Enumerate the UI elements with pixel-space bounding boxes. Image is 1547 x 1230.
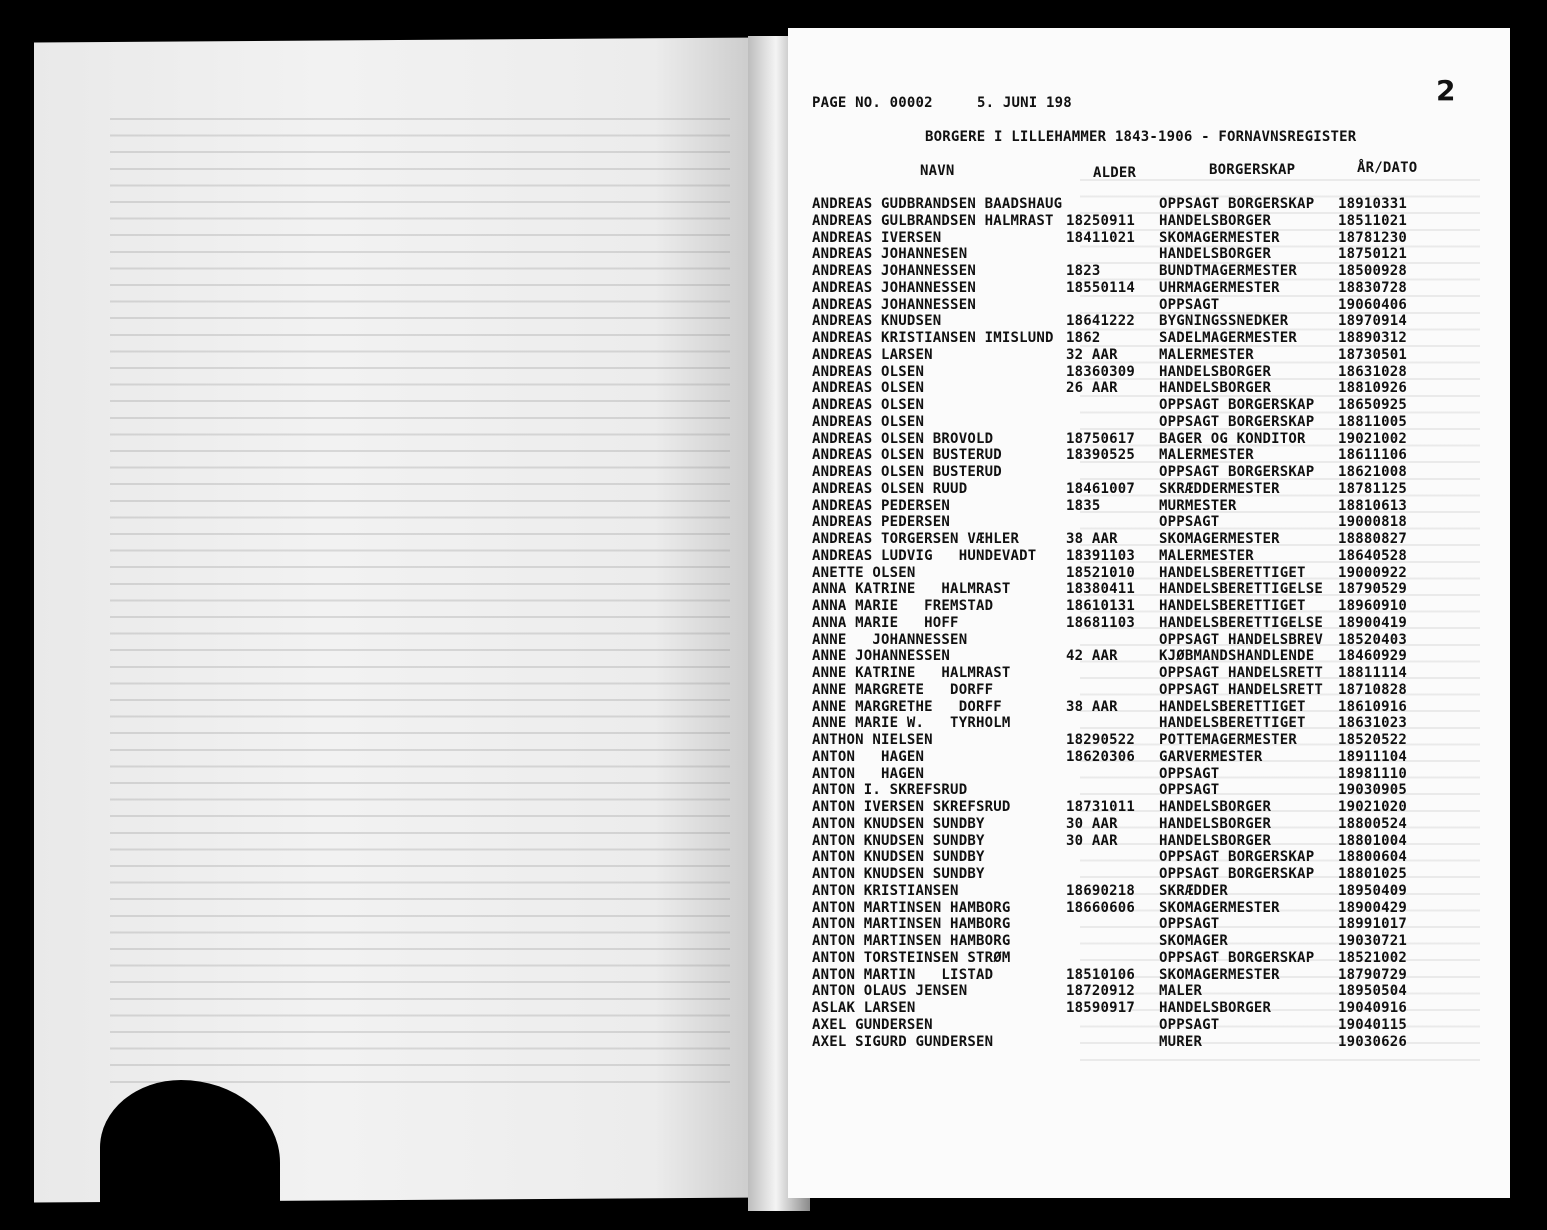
row-ar-dato: 18911104 xyxy=(1338,748,1408,765)
row-name: ANTON MARTINSEN HAMBORG xyxy=(812,933,1011,949)
column-header-navn: NAVN xyxy=(920,163,955,179)
row-name: ANDREAS OLSEN BROVOLD xyxy=(812,430,994,447)
row-name: ANTON HAGEN xyxy=(812,765,925,782)
row-name: ANTON OLAUS JENSEN xyxy=(812,983,968,1000)
row-name: ANDREAS OLSEN xyxy=(812,413,925,430)
row-name: ANDREAS OLSEN BUSTERUD xyxy=(812,447,1002,464)
row-name: ANNE JOHANNESSEN xyxy=(812,648,951,665)
row-borgerskap: SKRÆDDERMESTER xyxy=(1159,480,1280,497)
row-name: ANDREAS IVERSEN xyxy=(812,229,942,246)
row-ar-dato: 18500928 xyxy=(1338,263,1408,279)
row-borgerskap: KJØBMANDSHANDLENDE xyxy=(1159,648,1315,665)
row-ar-dato: 18801025 xyxy=(1338,866,1408,882)
row-alder: 18510106 xyxy=(1066,966,1136,983)
row-ar-dato: 18910331 xyxy=(1338,196,1408,212)
row-borgerskap: HANDELSBORGER xyxy=(1159,380,1272,397)
row-ar-dato: 18960910 xyxy=(1338,598,1408,614)
row-name: ANDREAS KNUDSEN xyxy=(812,313,942,330)
print-date: 5. JUNI 198 xyxy=(977,95,1072,111)
row-alder: 18690218 xyxy=(1066,882,1136,899)
row-borgerskap: OPPSAGT xyxy=(1159,916,1220,933)
column-header-alder: ALDER xyxy=(1093,165,1137,181)
row-name: ANTON MARTINSEN HAMBORG xyxy=(812,916,1011,933)
row-ar-dato: 18970914 xyxy=(1338,313,1408,330)
row-ar-dato: 18511021 xyxy=(1338,212,1408,229)
row-ar-dato: 18801004 xyxy=(1338,832,1408,849)
row-borgerskap: HANDELSBORGER xyxy=(1159,1000,1272,1016)
row-name: ANDREAS PEDERSEN xyxy=(812,497,951,514)
row-ar-dato: 19000922 xyxy=(1338,564,1408,581)
row-name: ANDREAS JOHANNESSEN xyxy=(812,296,976,313)
row-borgerskap: OPPSAGT BORGERSKAP xyxy=(1159,849,1315,866)
row-name: ANDREAS OLSEN RUUD xyxy=(812,480,968,497)
row-ar-dato: 19040916 xyxy=(1338,1000,1408,1016)
row-alder: 18750617 xyxy=(1066,430,1136,447)
row-alder: 18550114 xyxy=(1066,279,1136,296)
row-borgerskap: HANDELSBERETTIGELSE xyxy=(1159,614,1323,631)
row-ar-dato: 18900429 xyxy=(1338,899,1408,916)
row-ar-dato: 18460929 xyxy=(1338,648,1408,665)
row-name: ANDREAS LUDVIG HUNDEVADT xyxy=(812,547,1037,564)
row-ar-dato: 18521002 xyxy=(1338,949,1408,966)
row-alder: 18521010 xyxy=(1066,564,1136,581)
row-name: ANDREAS TORGERSEN VÆHLER xyxy=(812,531,1020,547)
row-name: ANNE MARGRETE DORFF xyxy=(812,681,994,698)
row-ar-dato: 18811114 xyxy=(1338,665,1408,681)
row-borgerskap: OPPSAGT BORGERSKAP xyxy=(1159,464,1315,480)
row-alder: 18731011 xyxy=(1066,799,1136,815)
row-ar-dato: 18750121 xyxy=(1338,246,1408,263)
row-alder: 18720912 xyxy=(1066,983,1136,1000)
column-header-borgerskap: BORGERSKAP xyxy=(1209,162,1296,178)
row-alder: 18620306 xyxy=(1066,748,1136,765)
left-page-mirrored-text xyxy=(110,110,730,1090)
row-alder: 18380411 xyxy=(1066,581,1136,598)
row-ar-dato: 18830728 xyxy=(1338,279,1408,296)
row-name: ANDREAS OLSEN BUSTERUD xyxy=(812,464,1002,480)
row-name: ANDREAS GULBRANDSEN HALMRAST xyxy=(812,212,1054,229)
row-name: ANTON MARTIN LISTAD xyxy=(812,966,994,983)
row-name: ANTON HAGEN xyxy=(812,748,925,765)
row-ar-dato: 19000818 xyxy=(1338,514,1408,531)
row-alder: 1835 xyxy=(1066,497,1101,514)
row-name: ANTON MARTINSEN HAMBORG xyxy=(812,899,1011,916)
row-ar-dato: 18950409 xyxy=(1338,882,1408,899)
row-name: ANDREAS OLSEN xyxy=(812,363,925,380)
row-borgerskap: HANDELSBORGER xyxy=(1159,799,1272,815)
row-name: ANTON IVERSEN SKREFSRUD xyxy=(812,799,1011,815)
row-borgerskap: OPPSAGT HANDELSRETT xyxy=(1159,665,1323,681)
row-borgerskap: MALERMESTER xyxy=(1159,547,1254,564)
row-alder: 18360309 xyxy=(1066,363,1136,380)
row-ar-dato: 18710828 xyxy=(1338,681,1408,698)
row-alder: 30 AAR xyxy=(1066,832,1118,849)
row-ar-dato: 18631023 xyxy=(1338,715,1408,732)
row-borgerskap: GARVERMESTER xyxy=(1159,748,1263,765)
row-name: ANDREAS JOHANNESSEN xyxy=(812,263,976,279)
row-borgerskap: MALER xyxy=(1159,983,1203,1000)
row-borgerskap: MALERMESTER xyxy=(1159,447,1254,464)
row-ar-dato: 18520403 xyxy=(1338,631,1408,648)
row-name: ANDREAS OLSEN xyxy=(812,380,925,397)
row-alder: 18610131 xyxy=(1066,598,1136,614)
row-borgerskap: OPPSAGT xyxy=(1159,514,1220,531)
row-borgerskap: OPPSAGT xyxy=(1159,296,1220,313)
row-name: AXEL SIGURD GUNDERSEN xyxy=(812,1033,994,1050)
row-ar-dato: 19040115 xyxy=(1338,1016,1408,1033)
row-alder: 26 AAR xyxy=(1066,380,1118,397)
row-borgerskap: SKOMAGERMESTER xyxy=(1159,966,1280,983)
row-ar-dato: 18880827 xyxy=(1338,531,1408,547)
row-ar-dato: 18790729 xyxy=(1338,966,1408,983)
row-borgerskap: HANDELSBORGER xyxy=(1159,832,1272,849)
row-name: ANDREAS LARSEN xyxy=(812,346,933,363)
row-alder: 18391103 xyxy=(1066,547,1136,564)
row-ar-dato: 18650925 xyxy=(1338,397,1408,413)
row-borgerskap: MALERMESTER xyxy=(1159,346,1254,363)
row-borgerskap: SKRÆDDER xyxy=(1159,882,1229,899)
row-ar-dato: 19021002 xyxy=(1338,430,1408,447)
row-ar-dato: 18950504 xyxy=(1338,983,1408,1000)
row-borgerskap: SKOMAGERMESTER xyxy=(1159,899,1280,916)
row-alder: 18250911 xyxy=(1066,212,1136,229)
row-name: ANTON KNUDSEN SUNDBY xyxy=(812,866,985,882)
row-ar-dato: 18520522 xyxy=(1338,732,1408,748)
row-ar-dato: 19030626 xyxy=(1338,1033,1408,1050)
row-ar-dato: 18991017 xyxy=(1338,916,1408,933)
row-alder: 1862 xyxy=(1066,330,1101,346)
row-name: ANTON I. SKREFSRUD xyxy=(812,782,968,799)
row-alder: 18461007 xyxy=(1066,480,1136,497)
row-name: ANDREAS PEDERSEN xyxy=(812,514,951,531)
row-borgerskap: OPPSAGT xyxy=(1159,1016,1220,1033)
row-name: ANTON KRISTIANSEN xyxy=(812,882,959,899)
row-name: ANTON KNUDSEN SUNDBY xyxy=(812,832,985,849)
row-alder: 18641222 xyxy=(1066,313,1136,330)
row-alder: 18290522 xyxy=(1066,732,1136,748)
row-ar-dato: 18790529 xyxy=(1338,581,1408,598)
row-borgerskap: HANDELSBERETTIGET xyxy=(1159,698,1306,715)
row-ar-dato: 19021020 xyxy=(1338,799,1408,815)
row-name: ANNE MARIE W. TYRHOLM xyxy=(812,715,1011,732)
row-name: ANNE KATRINE HALMRAST xyxy=(812,665,1011,681)
row-ar-dato: 18800604 xyxy=(1338,849,1408,866)
row-borgerskap: SKOMAGERMESTER xyxy=(1159,229,1280,246)
row-borgerskap: HANDELSBORGER xyxy=(1159,246,1272,263)
row-name: ANDREAS OLSEN xyxy=(812,397,925,413)
row-ar-dato: 18981110 xyxy=(1338,765,1408,782)
row-name: ANNA KATRINE HALMRAST xyxy=(812,581,1011,598)
row-borgerskap: OPPSAGT BORGERSKAP xyxy=(1159,949,1315,966)
row-alder: 18411021 xyxy=(1066,229,1136,246)
column-header-ar-dato: ÅR/DATO xyxy=(1357,160,1418,176)
row-borgerskap: MURER xyxy=(1159,1033,1203,1050)
row-ar-dato: 18781125 xyxy=(1338,480,1408,497)
row-alder: 38 AAR xyxy=(1066,698,1118,715)
row-borgerskap: HANDELSBERETTIGELSE xyxy=(1159,581,1323,598)
row-ar-dato: 19030721 xyxy=(1338,933,1408,949)
row-borgerskap: OPPSAGT BORGERSKAP xyxy=(1159,866,1315,882)
row-ar-dato: 18810613 xyxy=(1338,497,1408,514)
row-ar-dato: 18621008 xyxy=(1338,464,1408,480)
row-borgerskap: BAGER OG KONDITOR xyxy=(1159,430,1306,447)
row-borgerskap: SKOMAGERMESTER xyxy=(1159,531,1280,547)
row-alder: 18590917 xyxy=(1066,1000,1136,1016)
row-name: ANNE MARGRETHE DORFF xyxy=(812,698,1002,715)
row-name: ANNE JOHANNESSEN xyxy=(812,631,968,648)
row-borgerskap: OPPSAGT xyxy=(1159,782,1220,799)
row-alder: 42 AAR xyxy=(1066,648,1118,665)
row-ar-dato: 18890312 xyxy=(1338,330,1408,346)
row-borgerskap: OPPSAGT BORGERSKAP xyxy=(1159,413,1315,430)
row-ar-dato: 18800524 xyxy=(1338,815,1408,832)
row-borgerskap: HANDELSBERETTIGET xyxy=(1159,715,1306,732)
row-borgerskap: OPPSAGT BORGERSKAP xyxy=(1159,196,1315,212)
row-name: ANDREAS KRISTIANSEN IMISLUND xyxy=(812,330,1054,346)
row-ar-dato: 18631028 xyxy=(1338,363,1408,380)
row-ar-dato: 18811005 xyxy=(1338,413,1408,430)
row-name: ANTON KNUDSEN SUNDBY xyxy=(812,815,985,832)
register-title: BORGERE I LILLEHAMMER 1843-1906 - FORNAVNSREGISTER xyxy=(925,129,1357,145)
row-borgerskap: OPPSAGT HANDELSRETT xyxy=(1159,681,1323,698)
row-borgerskap: HANDELSBORGER xyxy=(1159,212,1272,229)
row-borgerskap: BUNDTMAGERMESTER xyxy=(1159,263,1298,279)
row-alder: 30 AAR xyxy=(1066,815,1118,832)
row-alder: 1823 xyxy=(1066,263,1101,279)
row-borgerskap: OPPSAGT BORGERSKAP xyxy=(1159,397,1315,413)
row-borgerskap: MURMESTER xyxy=(1159,497,1237,514)
row-ar-dato: 18610916 xyxy=(1338,698,1408,715)
row-name: ASLAK LARSEN xyxy=(812,1000,916,1016)
row-alder: 18390525 xyxy=(1066,447,1136,464)
row-alder: 38 AAR xyxy=(1066,531,1118,547)
page-no-label: PAGE NO. 00002 xyxy=(812,95,933,111)
row-borgerskap: HANDELSBORGER xyxy=(1159,815,1272,832)
row-name: ANTON KNUDSEN SUNDBY xyxy=(812,849,985,866)
row-alder: 18660606 xyxy=(1066,899,1136,916)
row-alder: 18681103 xyxy=(1066,614,1136,631)
row-borgerskap: HANDELSBORGER xyxy=(1159,363,1272,380)
row-borgerskap: OPPSAGT xyxy=(1159,765,1220,782)
row-name: ANDREAS JOHANNESSEN xyxy=(812,279,976,296)
row-ar-dato: 18611106 xyxy=(1338,447,1408,464)
row-name: ANDREAS GUDBRANDSEN BAADSHAUG xyxy=(812,196,1063,212)
row-name: ANTHON NIELSEN xyxy=(812,732,933,748)
handwritten-page-number: 2 xyxy=(1436,74,1456,107)
row-borgerskap: POTTEMAGERMESTER xyxy=(1159,732,1298,748)
row-ar-dato: 19030905 xyxy=(1338,782,1408,799)
row-name: ANTON TORSTEINSEN STRØM xyxy=(812,949,1011,966)
row-name: ANNA MARIE HOFF xyxy=(812,614,959,631)
row-ar-dato: 18730501 xyxy=(1338,346,1408,363)
row-name: ANNA MARIE FREMSTAD xyxy=(812,598,994,614)
row-alder: 32 AAR xyxy=(1066,346,1118,363)
row-name: AXEL GUNDERSEN xyxy=(812,1016,933,1033)
row-ar-dato: 18900419 xyxy=(1338,614,1408,631)
row-borgerskap: HANDELSBERETTIGET xyxy=(1159,598,1306,614)
row-borgerskap: UHRMAGERMESTER xyxy=(1159,279,1280,296)
row-borgerskap: BYGNINGSSNEDKER xyxy=(1159,313,1289,330)
row-borgerskap: HANDELSBERETTIGET xyxy=(1159,564,1306,581)
row-ar-dato: 18810926 xyxy=(1338,380,1408,397)
row-borgerskap: OPPSAGT HANDELSBREV xyxy=(1159,631,1323,648)
row-ar-dato: 18640528 xyxy=(1338,547,1408,564)
row-ar-dato: 19060406 xyxy=(1338,296,1408,313)
row-name: ANETTE OLSEN xyxy=(812,564,916,581)
row-borgerskap: SKOMAGER xyxy=(1159,933,1229,949)
row-name: ANDREAS JOHANNESEN xyxy=(812,246,968,263)
row-ar-dato: 18781230 xyxy=(1338,229,1408,246)
row-borgerskap: SADELMAGERMESTER xyxy=(1159,330,1298,346)
